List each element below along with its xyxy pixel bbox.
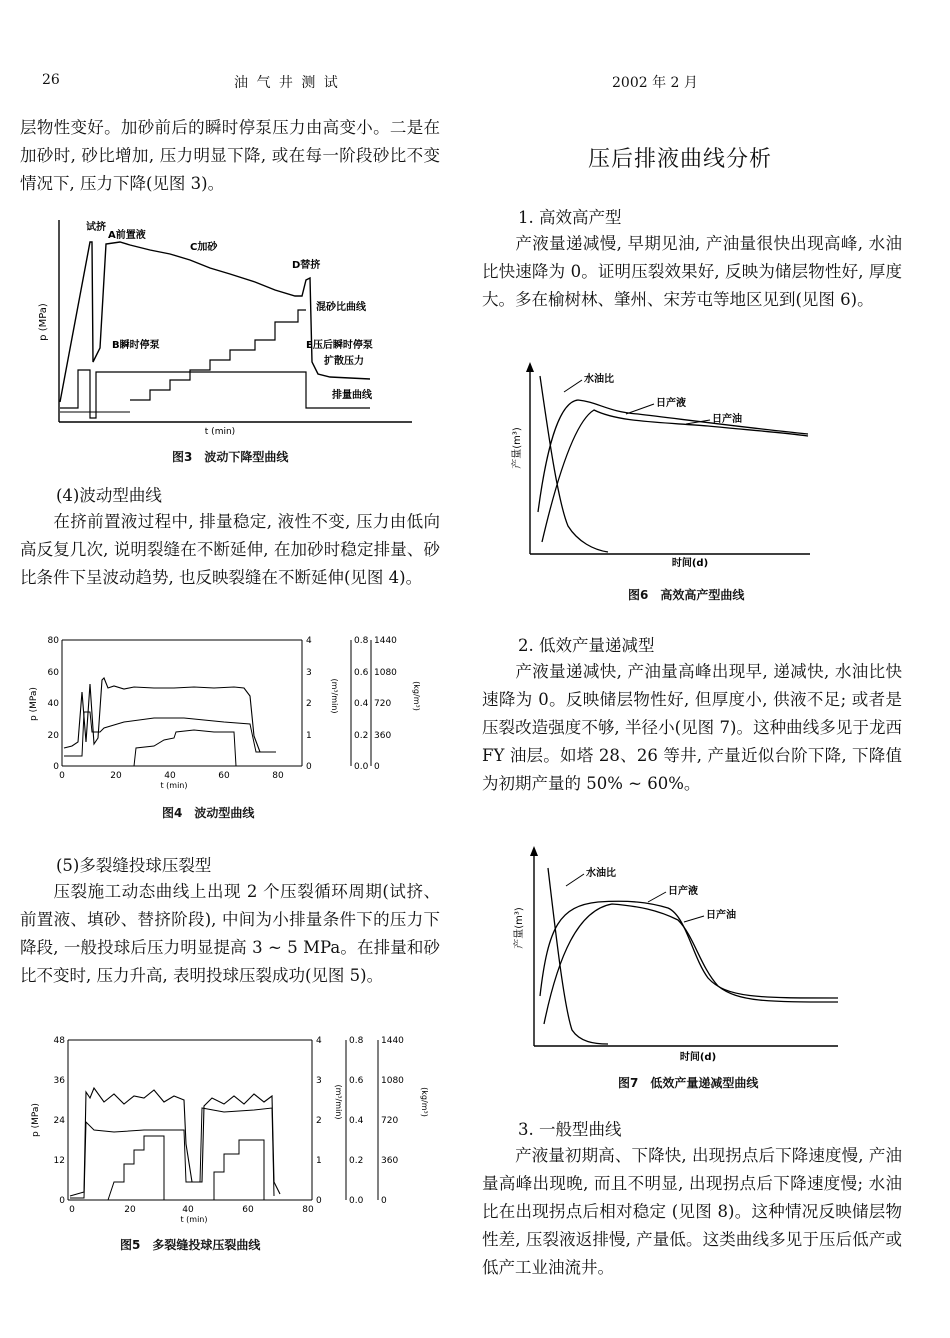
fig5-ax4-label: (kg/m³): [420, 1087, 429, 1117]
fig7-legend-liquid: 日产液: [668, 886, 698, 897]
fig5-caption: 图5 多裂缝投球压裂曲线: [120, 1238, 261, 1252]
fig3-label-prepad: A前置液: [108, 230, 146, 241]
section-title: 压后排液曲线分析: [588, 147, 773, 172]
fig5-p-tick: 48: [53, 1036, 65, 1046]
figure-7: [508, 846, 858, 1066]
fig5-ax3-tick: 0.2: [349, 1156, 364, 1166]
fig5-x-label: t (min): [180, 1215, 208, 1224]
journal-name: 油 气 井 测 试: [234, 75, 340, 91]
fig4-pressure-curve: [64, 678, 276, 752]
fig3-caption: 图3 波动下降型曲线: [172, 450, 289, 464]
fig5-x-tick: 20: [124, 1205, 136, 1215]
fig3-label-rate: 排量曲线: [332, 390, 372, 401]
figure-4: [24, 632, 424, 802]
fig4-y-label: p (MPa): [29, 687, 39, 721]
fig5-ax3-tick: 0.6: [349, 1076, 364, 1086]
fig5-ax4-tick: 1080: [381, 1076, 404, 1086]
fig4-x-tick: 0: [59, 771, 65, 781]
fig4-x-tick: 20: [110, 771, 122, 781]
figure-6: [508, 362, 828, 572]
fig4-ax2-tick: 4: [306, 636, 312, 646]
fig7-water-oil-ratio: [548, 868, 608, 1044]
fig3-label-sand: C加砂: [190, 242, 218, 253]
r-heading-1: 1. 高效高产型: [518, 208, 622, 227]
fig3-label-shut-in-e: E压后瞬时停泵: [306, 340, 373, 351]
fig5-ax2-tick: 4: [316, 1036, 322, 1046]
fig4-p-tick: 60: [47, 668, 59, 678]
fig5-p-tick: 36: [53, 1076, 65, 1086]
intro-paragraph: 层物性变好。加砂前后的瞬时停泵压力由高变小。二是在加砂时, 砂比增加, 压力明显下降, 或在每一阶段砂比不变情况下, 压力下降(见图 3)。: [20, 118, 440, 193]
fig5-ax2-tick: 0: [316, 1196, 322, 1206]
fig5-ax4-tick: 0: [381, 1196, 387, 1206]
fig5-x-tick: 80: [302, 1205, 314, 1215]
fig4-ax4-tick: 0: [374, 762, 380, 772]
fig3-rate-curve: [60, 370, 370, 418]
fig3-label-trial: 试挤: [86, 222, 106, 233]
page-number: 26: [42, 72, 60, 88]
fig6-caption: 图6 高效高产型曲线: [628, 588, 745, 602]
fig6-water-oil-ratio: [540, 376, 608, 552]
fig4-ax4-tick: 1080: [374, 668, 397, 678]
r-paragraph-1: 产液量递减慢, 早期见油, 产油量很快出现高峰, 水油比快速降为 0。证明压裂效果好, 反映为储层物性好, 厚度大。多在榆树林、肇州、宋芳屯等地区见到(见图 6)。: [482, 234, 902, 309]
s5-paragraph: 压裂施工动态曲线上出现 2 个压裂循环周期(试挤、前置液、填砂、替挤阶段), 中间为小排量条件下的压力下降段, 一般投球后压力明显提高 3 ~ 5 MPa。在排量和砂比不变时, 压力升高, 表明投球压裂成功(见图 5)。: [20, 882, 440, 985]
fig5-x-tick: 60: [242, 1205, 254, 1215]
fig4-x-tick: 60: [218, 771, 230, 781]
fig6-liquid-curve: [538, 400, 808, 512]
fig4-p-tick: 0: [53, 762, 59, 772]
fig6-legend-oil: 日产油: [712, 414, 742, 425]
fig5-x-tick: 0: [69, 1205, 75, 1215]
fig4-p-tick: 20: [47, 731, 59, 741]
fig4-ax3-tick: 0.2: [354, 731, 369, 741]
fig6-legend-liquid: 日产液: [656, 398, 686, 409]
fig4-ax3-tick: 0.8: [354, 636, 369, 646]
fig6-x-label: 时间(d): [671, 558, 709, 569]
fig4-ax3-label: (m³/min): [330, 678, 339, 714]
fig4-x-label: t (min): [160, 781, 188, 790]
fig4-p-tick: 80: [47, 636, 59, 646]
fig5-ax2-tick: 2: [316, 1116, 322, 1126]
fig4-ax3-tick: 0.6: [354, 668, 369, 678]
fig5-ax3-tick: 0.8: [349, 1036, 364, 1046]
fig3-label-diffusion: 扩散压力: [324, 356, 364, 367]
fig3-label-flush: D替挤: [292, 260, 321, 271]
fig7-y-label: 产量(m³): [514, 907, 525, 949]
fig4-p-tick: 40: [47, 699, 59, 709]
fig5-rate-curve: [70, 1108, 274, 1198]
fig4-ax2-tick: 3: [306, 668, 312, 678]
fig5-ax4-tick: 360: [381, 1156, 399, 1166]
fig7-legend-oil: 日产油: [706, 910, 736, 921]
fig4-rate-curve: [64, 712, 272, 756]
fig4-ax2-tick: 2: [306, 699, 312, 709]
fig3-label-shut-in-b: B瞬时停泵: [112, 340, 160, 351]
fig6-y-label: 产量(m³): [512, 427, 523, 469]
fig7-x-label: 时间(d): [679, 1052, 717, 1063]
fig4-ax3-tick: 0.0: [354, 762, 369, 772]
fig5-ax4-tick: 720: [381, 1116, 399, 1126]
fig6-legend-ratio: 水油比: [584, 374, 614, 385]
r-paragraph-2: 产液量递减快, 产油量高峰出现早, 递减快, 水油比快速降为 0。反映储层物性好, 但厚度小, 供液不足; 或者是压裂改造强度不够, 半径小(见图 7)。这种曲线多见于龙西 FY 油层。如塔 28、26 等井, 产量近似台阶下降, 下降值为初期产量的 50% ~ 60%。: [482, 662, 902, 793]
figure-5: [24, 1032, 434, 1232]
fig3-pressure-curve: [60, 242, 370, 402]
fig5-ax4-tick: 1440: [381, 1036, 404, 1046]
figure-3: [40, 212, 430, 442]
fig3-label-sand-ratio: 混砂比曲线: [316, 302, 366, 313]
fig4-ax4-tick: 1440: [374, 636, 397, 646]
fig5-pressure-curve: [70, 1088, 280, 1196]
fig4-ax4-tick: 360: [374, 731, 392, 741]
fig4-caption: 图4 波动型曲线: [162, 806, 255, 820]
fig7-oil-curve: [544, 904, 838, 1024]
fig4-x-tick: 40: [164, 771, 176, 781]
fig5-x-tick: 40: [182, 1205, 194, 1215]
r-heading-3: 3. 一般型曲线: [518, 1120, 622, 1139]
r-paragraph-3: 产液量初期高、下降快, 出现拐点后下降速度慢, 产油量高峰出现晚, 而且不明显, 出现拐点后下降速度慢; 水油比在出现拐点后相对稳定 (见图 8)。这种情况反映储层物性差, 压裂液返排慢, 产量低。这类曲线多见于压后低产或低产工业油流井。: [482, 1146, 902, 1277]
s4-heading: (4)波动型曲线: [56, 486, 162, 505]
s5-heading: (5)多裂缝投球压裂型: [56, 856, 212, 875]
fig5-p-tick: 12: [53, 1156, 65, 1166]
fig5-ax3-label: (m³/min): [334, 1084, 343, 1120]
fig7-liquid-curve: [540, 901, 838, 998]
fig4-ax2-tick: 1: [306, 731, 312, 741]
fig4-sand-ratio-curve: [124, 730, 236, 766]
fig3-sand-ratio-curve: [130, 310, 306, 400]
fig3-x-label: t (min): [204, 427, 236, 437]
fig6-y-arrow: [526, 362, 534, 372]
r-heading-2: 2. 低效产量递减型: [518, 636, 655, 655]
fig4-ax4-tick: 720: [374, 699, 392, 709]
fig7-caption: 图7 低效产量递减型曲线: [618, 1076, 759, 1090]
fig7-y-arrow: [530, 846, 538, 856]
fig7-legend-ratio: 水油比: [586, 868, 616, 879]
issue-date: 2002 年 2 月: [612, 75, 698, 91]
fig5-ax3-tick: 0.0: [349, 1196, 364, 1206]
fig5-p-tick: 24: [53, 1116, 65, 1126]
fig5-ax3-tick: 0.4: [349, 1116, 364, 1126]
fig4-ax2-tick: 0: [306, 762, 312, 772]
fig5-p-tick: 0: [59, 1196, 65, 1206]
fig5-ax2-tick: 1: [316, 1156, 322, 1166]
fig4-ax3-tick: 0.4: [354, 699, 369, 709]
fig4-ax4-label: (kg/m³): [412, 681, 421, 711]
fig4-x-tick: 80: [272, 771, 284, 781]
fig5-ax2-tick: 3: [316, 1076, 322, 1086]
fig3-y-label: p (MPa): [38, 303, 49, 341]
s4-paragraph: 在挤前置液过程中, 排量稳定, 液性不变, 压力由低向高反复几次, 说明裂缝在不断延伸, 在加砂时稳定排量、砂比条件下呈波动趋势, 也反映裂缝在不断延伸(见图 4)。: [20, 512, 440, 587]
fig5-y-label: p (MPa): [31, 1103, 41, 1137]
